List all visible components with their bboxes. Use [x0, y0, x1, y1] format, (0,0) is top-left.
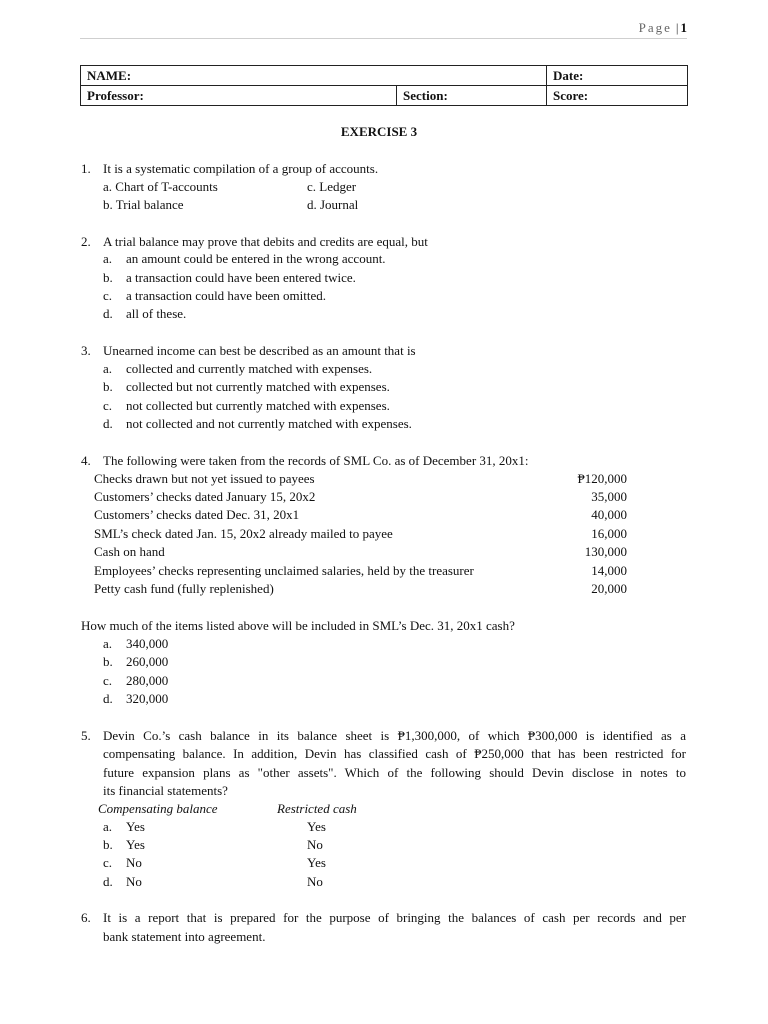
- option-text: 340,000: [126, 636, 169, 651]
- cash-item-label: Petty cash fund (fully replenished): [94, 581, 274, 596]
- option-col2: Yes: [307, 855, 326, 870]
- question-text: It is a systematic compilation of a group of accounts.: [103, 161, 379, 176]
- option-text: not collected and not currently matched with expenses.: [126, 416, 412, 431]
- page-number-indicator: [639, 20, 687, 36]
- option-letter: b.: [103, 837, 113, 852]
- score-cell: [547, 86, 688, 106]
- option-letter: d.: [103, 874, 113, 889]
- cash-item-amount: 16,000: [591, 526, 627, 541]
- option-text: not collected but currently matched with expenses.: [126, 398, 390, 413]
- column-header-restricted: Restricted cash: [277, 801, 357, 816]
- question-text-line: future expansion plans as "other assets". Which of the following should Devin disclose in notes to: [103, 765, 686, 780]
- page-header: [80, 20, 687, 39]
- option-b: b. Trial balance: [103, 197, 184, 212]
- option-letter: b.: [103, 379, 113, 394]
- question-number: 6.: [81, 910, 91, 925]
- option-letter: c.: [103, 398, 113, 413]
- page-number: 1: [680, 20, 687, 35]
- option-letter: a.: [103, 819, 113, 834]
- cash-item-label: Customers’ checks dated Dec. 31, 20x1: [94, 507, 300, 522]
- option-letter: c.: [103, 288, 113, 303]
- option-text: 260,000: [126, 654, 169, 669]
- cash-item-amount: 40,000: [591, 507, 627, 522]
- column-header-compensating: Compensating balance: [98, 801, 218, 816]
- cash-item-amount: 20,000: [591, 581, 627, 596]
- question-text: The following were taken from the records of SML Co. as of December 31, 20x1:: [103, 453, 529, 468]
- option-col1: No: [126, 855, 142, 870]
- cash-item-label: Checks drawn but not yet issued to payees: [94, 471, 315, 486]
- question-text: A trial balance may prove that debits and credits are equal, but: [103, 234, 428, 249]
- score-label: Score:: [553, 87, 589, 103]
- section-cell: [397, 86, 547, 106]
- option-col1: No: [126, 874, 142, 889]
- option-text: a transaction could have been omitted.: [126, 288, 326, 303]
- option-text: an amount could be entered in the wrong account.: [126, 251, 386, 266]
- option-d: d. Journal: [307, 197, 359, 212]
- question-prompt: How much of the items listed above will be included in SML’s Dec. 31, 20x1 cash?: [81, 618, 515, 633]
- option-col2: No: [307, 874, 323, 889]
- option-letter: d.: [103, 691, 113, 706]
- option-letter: c.: [103, 673, 113, 688]
- option-text: all of these.: [126, 306, 187, 321]
- cash-item-label: SML’s check dated Jan. 15, 20x2 already mailed to payee: [94, 526, 393, 541]
- question-text-line: Devin Co.’s cash balance in its balance sheet is ₱1,300,000, of which ₱300,000 is identified as a: [103, 728, 686, 743]
- question-number: 3.: [81, 343, 91, 358]
- date-cell: [547, 66, 688, 86]
- question-number: 2.: [81, 234, 91, 249]
- question-text-line: its financial statements?: [103, 783, 228, 798]
- option-text: 320,000: [126, 691, 169, 706]
- cash-item-label: Cash on hand: [94, 544, 165, 559]
- question-text-line: compensating balance. In addition, Devin has classified cash of ₱250,000 that has been restricted for: [103, 746, 686, 761]
- page-label: Page: [638, 20, 672, 35]
- option-col1: Yes: [126, 837, 145, 852]
- question-text: Unearned income can best be described as an amount that is: [103, 343, 416, 358]
- option-text: a transaction could have been entered twice.: [126, 270, 356, 285]
- cash-item-amount: ₱120,000: [577, 471, 627, 486]
- page-separator: |: [675, 20, 679, 35]
- cash-item-label: Employees’ checks representing unclaimed salaries, held by the treasurer: [94, 563, 474, 578]
- option-col2: No: [307, 837, 323, 852]
- question-number: 5.: [81, 728, 91, 743]
- option-letter: c.: [103, 855, 113, 870]
- option-c: c. Ledger: [307, 179, 357, 194]
- exercise-title: EXERCISE 3: [340, 124, 418, 139]
- question-text-line: It is a report that is prepared for the purpose of bringing the balances of cash per records and per: [103, 910, 686, 925]
- option-letter: a.: [103, 361, 113, 376]
- professor-cell: [81, 86, 397, 106]
- section-label: Section:: [403, 87, 448, 103]
- professor-label: Professor:: [87, 87, 144, 103]
- cash-item-label: Customers’ checks dated January 15, 20x2: [94, 489, 316, 504]
- name-label: NAME:: [87, 67, 132, 83]
- name-cell: [81, 66, 547, 86]
- option-letter: b.: [103, 270, 113, 285]
- option-letter: b.: [103, 654, 113, 669]
- option-letter: d.: [103, 416, 113, 431]
- question-text-line: bank statement into agreement.: [103, 929, 266, 944]
- cash-item-amount: 14,000: [591, 563, 627, 578]
- question-number: 1.: [81, 161, 91, 176]
- cash-item-amount: 130,000: [584, 544, 627, 559]
- option-letter: a.: [103, 251, 113, 266]
- option-col2: Yes: [307, 819, 326, 834]
- option-a: a. Chart of T-accounts: [103, 179, 218, 194]
- question-number: 4.: [81, 453, 91, 468]
- cash-item-amount: 35,000: [591, 489, 627, 504]
- student-info-table: [80, 65, 688, 106]
- date-label: Date:: [553, 67, 584, 83]
- option-text: collected and currently matched with expenses.: [126, 361, 373, 376]
- option-text: collected but not currently matched with expenses.: [126, 379, 390, 394]
- option-col1: Yes: [126, 819, 145, 834]
- option-letter: d.: [103, 306, 113, 321]
- option-text: 280,000: [126, 673, 169, 688]
- option-letter: a.: [103, 636, 113, 651]
